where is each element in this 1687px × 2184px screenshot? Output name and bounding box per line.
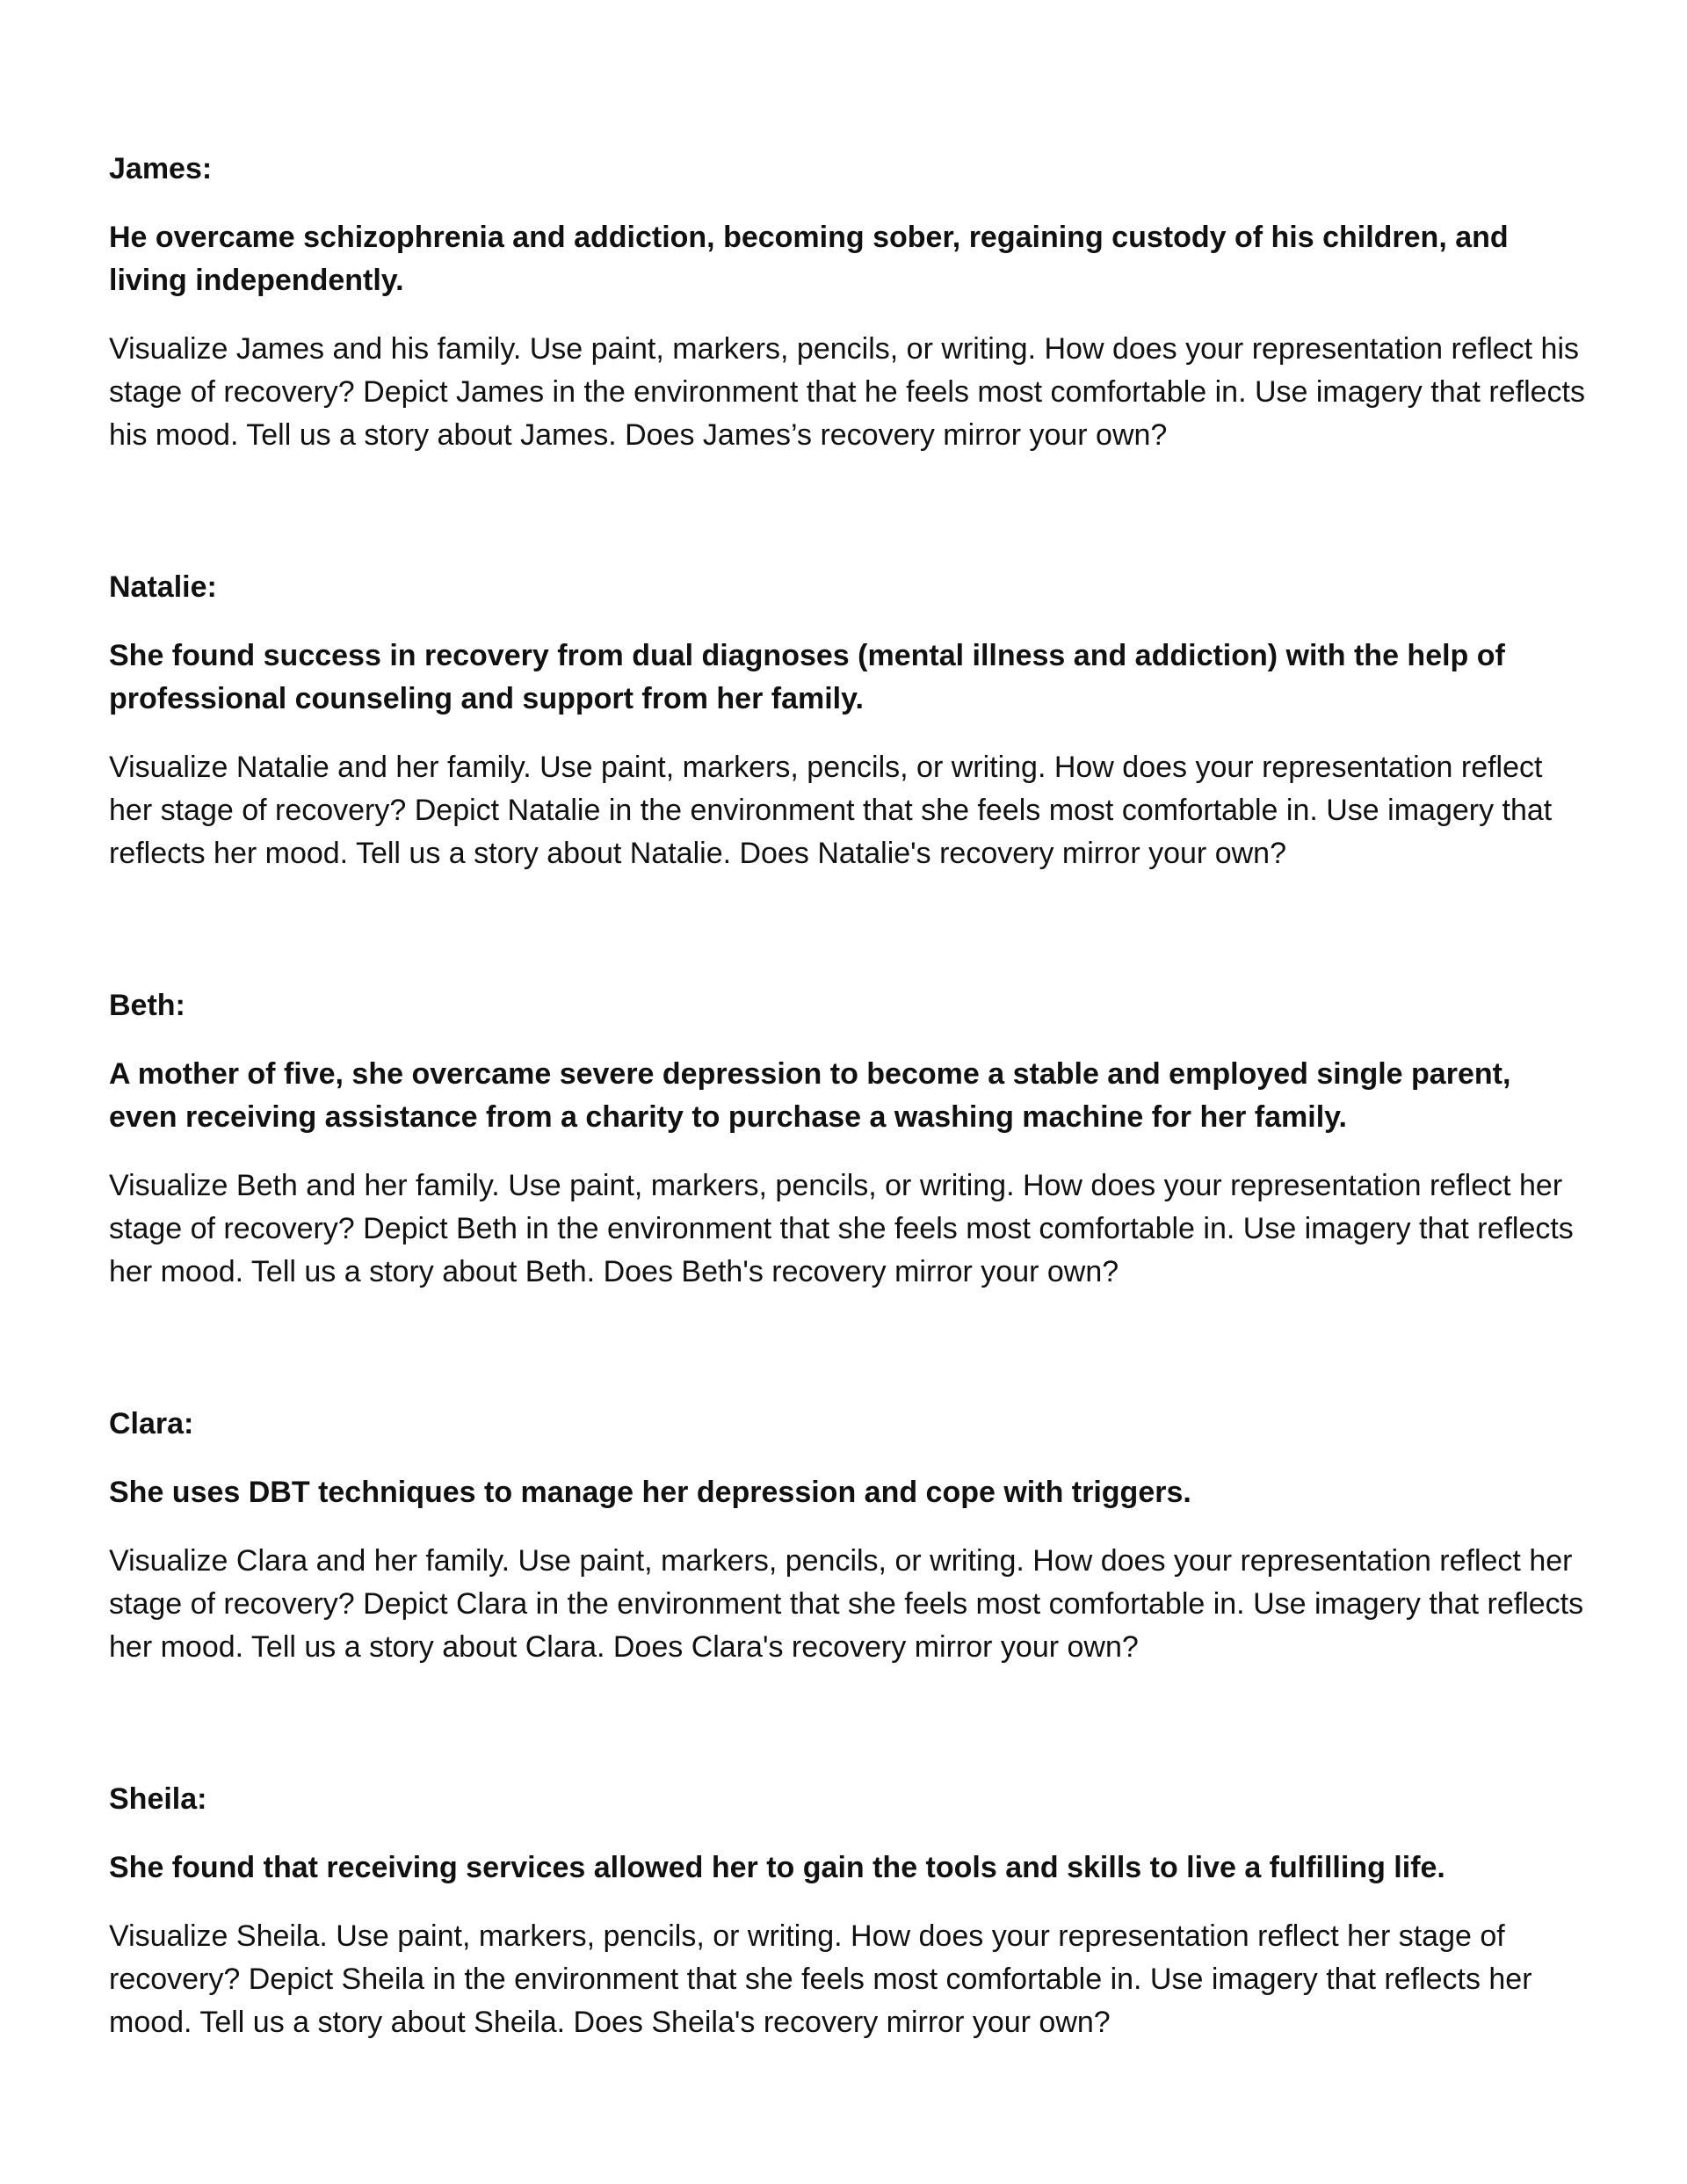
section-james: [109, 148, 1585, 457]
section-spacer: [109, 457, 1585, 566]
section-prompt: Visualize James and his family. Use paint, markers, pencils, or writing. How does your representation reflect his stage of recovery? Depict James in the environment that he feels most comfortable in. Use imagery that reflects his mood. Tell us a story about James. Does James’s recovery mirror your own?: [109, 332, 1585, 452]
section-heading: Sheila:: [109, 1782, 207, 1816]
section-spacer: [109, 1669, 1585, 1778]
section-prompt: Visualize Beth and her family. Use paint, markers, pencils, or writing. How does your representation reflect her stage of recovery? Depict Beth in the environment that she feels most comfortable in. Use imagery that reflects her mood. Tell us a story about Beth. Does Beth's recovery mirror your own?: [109, 1169, 1574, 1288]
section-heading: Beth:: [109, 989, 185, 1022]
section-spacer: [109, 875, 1585, 984]
section-summary: She found success in recovery from dual diagnoses (mental illness and addiction) with the help of professional counseling and support from her family.: [109, 639, 1505, 715]
section-heading: Clara:: [109, 1407, 194, 1440]
section-heading: James:: [109, 152, 213, 185]
section-heading: Natalie:: [109, 570, 217, 604]
section-spacer: [109, 1294, 1585, 1403]
section-summary: She uses DBT techniques to manage her depression and cope with triggers.: [109, 1476, 1191, 1509]
section-summary: He overcame schizophrenia and addiction, becoming sober, regaining custody of his children, and living independently.: [109, 221, 1509, 297]
section-summary: She found that receiving services allowed her to gain the tools and skills to live a fulfilling life.: [109, 1851, 1445, 1884]
section-natalie: [109, 566, 1585, 875]
section-prompt: Visualize Natalie and her family. Use paint, markers, pencils, or writing. How does your representation reflect her stage of recovery? Depict Natalie in the environment that she feels most comfortable in. Use imagery that reflects her mood. Tell us a story about Natalie. Does Natalie's recovery mirror your own?: [109, 751, 1553, 870]
section-prompt: Visualize Clara and her family. Use paint, markers, pencils, or writing. How does your representation reflect her stage of recovery? Depict Clara in the environment that she feels most comfortable in. Use imagery that reflects her mood. Tell us a story about Clara. Does Clara's recovery mirror your own?: [109, 1544, 1584, 1664]
section-sheila: [109, 1778, 1585, 2044]
document-page: [109, 148, 1585, 2044]
section-summary: A mother of five, she overcame severe depression to become a stable and employed single parent, even receiving assistance from a charity to purchase a washing machine for her family.: [109, 1057, 1511, 1134]
section-clara: [109, 1403, 1585, 1669]
section-beth: [109, 984, 1585, 1294]
section-prompt: Visualize Sheila. Use paint, markers, pencils, or writing. How does your representation reflect her stage of recovery? Depict Sheila in the environment that she feels most comfortable in. Use imagery that reflects her mood. Tell us a story about Sheila. Does Sheila's recovery mirror your own?: [109, 1919, 1532, 2039]
